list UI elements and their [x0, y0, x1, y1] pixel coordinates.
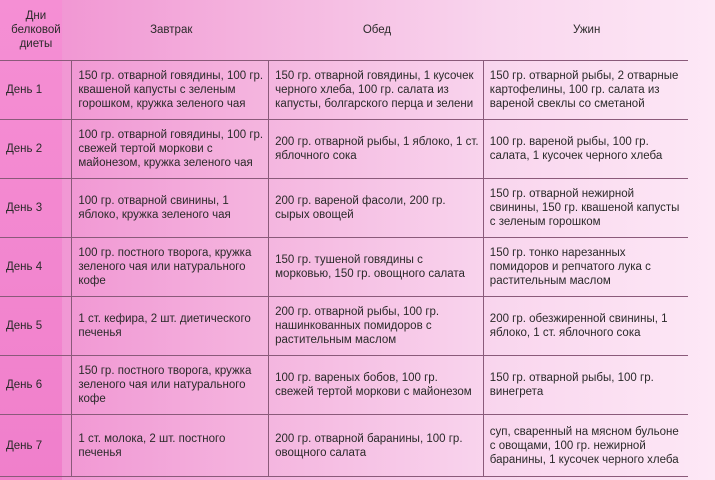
lunch-cell: 150 гр. тушеной говядины с морковью, 150 гр. овощного салата [269, 238, 484, 297]
table-row [0, 238, 688, 297]
day-label: День 7 [0, 415, 72, 477]
breakfast-cell: 1 ст. кефира, 2 шт. диетического печенья [72, 297, 269, 356]
dinner-cell: 150 гр. отварной рыбы, 100 гр. винегрета [483, 356, 688, 415]
day-label: День 4 [0, 238, 72, 297]
day-label: День 3 [0, 179, 72, 238]
lunch-cell: 100 гр. вареных бобов, 100 гр. свежей тертой моркови с майонезом [269, 356, 484, 415]
lunch-cell: 200 гр. отварной рыбы, 1 яблоко, 1 ст. яблочного сока [269, 120, 484, 179]
breakfast-cell: 100 гр. постного творога, кружка зеленого чая или натурального кофе [72, 238, 269, 297]
table-row [0, 179, 688, 238]
breakfast-cell: 1 ст. молока, 2 шт. постного печенья [72, 415, 269, 477]
dinner-cell: 150 гр. тонко нарезанных помидоров и репчатого лука с растительным маслом [483, 238, 688, 297]
day-label: День 1 [0, 61, 72, 120]
breakfast-cell: 100 гр. отварной свинины, 1 яблоко, кружка зеленого чая [72, 179, 269, 238]
header-day-line: белковой [11, 24, 61, 36]
dinner-cell: 150 гр. отварной нежирной свинины, 150 гр. квашеной капусты с зеленым горошком [483, 179, 688, 238]
table-header-row [0, 0, 688, 61]
breakfast-cell: 100 гр. отварной говядины, 100 гр. свежей тертой моркови с майонезом, кружка зеленого чая [72, 120, 269, 179]
day-label: День 5 [0, 297, 72, 356]
dinner-cell: 100 гр. вареной рыбы, 100 гр. салата, 1 кусочек черного хлеба [483, 120, 688, 179]
table-row [0, 120, 688, 179]
header-day [0, 0, 72, 61]
table-row [0, 61, 688, 120]
dinner-cell: 150 гр. отварной рыбы, 2 отварные картофелины, 100 гр. салата из вареной свеклы со сметаной [483, 61, 688, 120]
dinner-cell: суп, сваренный на мясном бульоне с овощами, 100 гр. нежирной баранины, 1 кусочек черного хлеба [483, 415, 688, 477]
lunch-cell: 200 гр. вареной фасоли, 200 гр. сырых овощей [269, 179, 484, 238]
header-dinner: Ужин [483, 0, 688, 61]
header-breakfast: Завтрак [72, 0, 269, 61]
lunch-cell: 200 гр. отварной баранины, 100 гр. овощного салата [269, 415, 484, 477]
table-row [0, 297, 688, 356]
table-row [0, 356, 688, 415]
breakfast-cell: 150 гр. постного творога, кружка зеленого чая или натурального кофе [72, 356, 269, 415]
header-day-line: диеты [19, 38, 53, 50]
lunch-cell: 150 гр. отварной говядины, 1 кусочек черного хлеба, 100 гр. салата из капусты, болгарского перца и зелени [269, 61, 484, 120]
day-label: День 6 [0, 356, 72, 415]
header-lunch: Обед [269, 0, 484, 61]
header-day-line: Дни [25, 10, 47, 22]
day-label: День 2 [0, 120, 72, 179]
breakfast-cell: 150 гр. отварной говядины, 100 гр. квашеной капусты с зеленым горошком, кружка зеленого чая [72, 61, 269, 120]
dinner-cell: 200 гр. обезжиренной свинины, 1 яблоко, 1 ст. яблочного сока [483, 297, 688, 356]
lunch-cell: 200 гр. отварной рыбы, 100 гр. нашинкованных помидоров с растительным маслом [269, 297, 484, 356]
table-row [0, 415, 688, 477]
